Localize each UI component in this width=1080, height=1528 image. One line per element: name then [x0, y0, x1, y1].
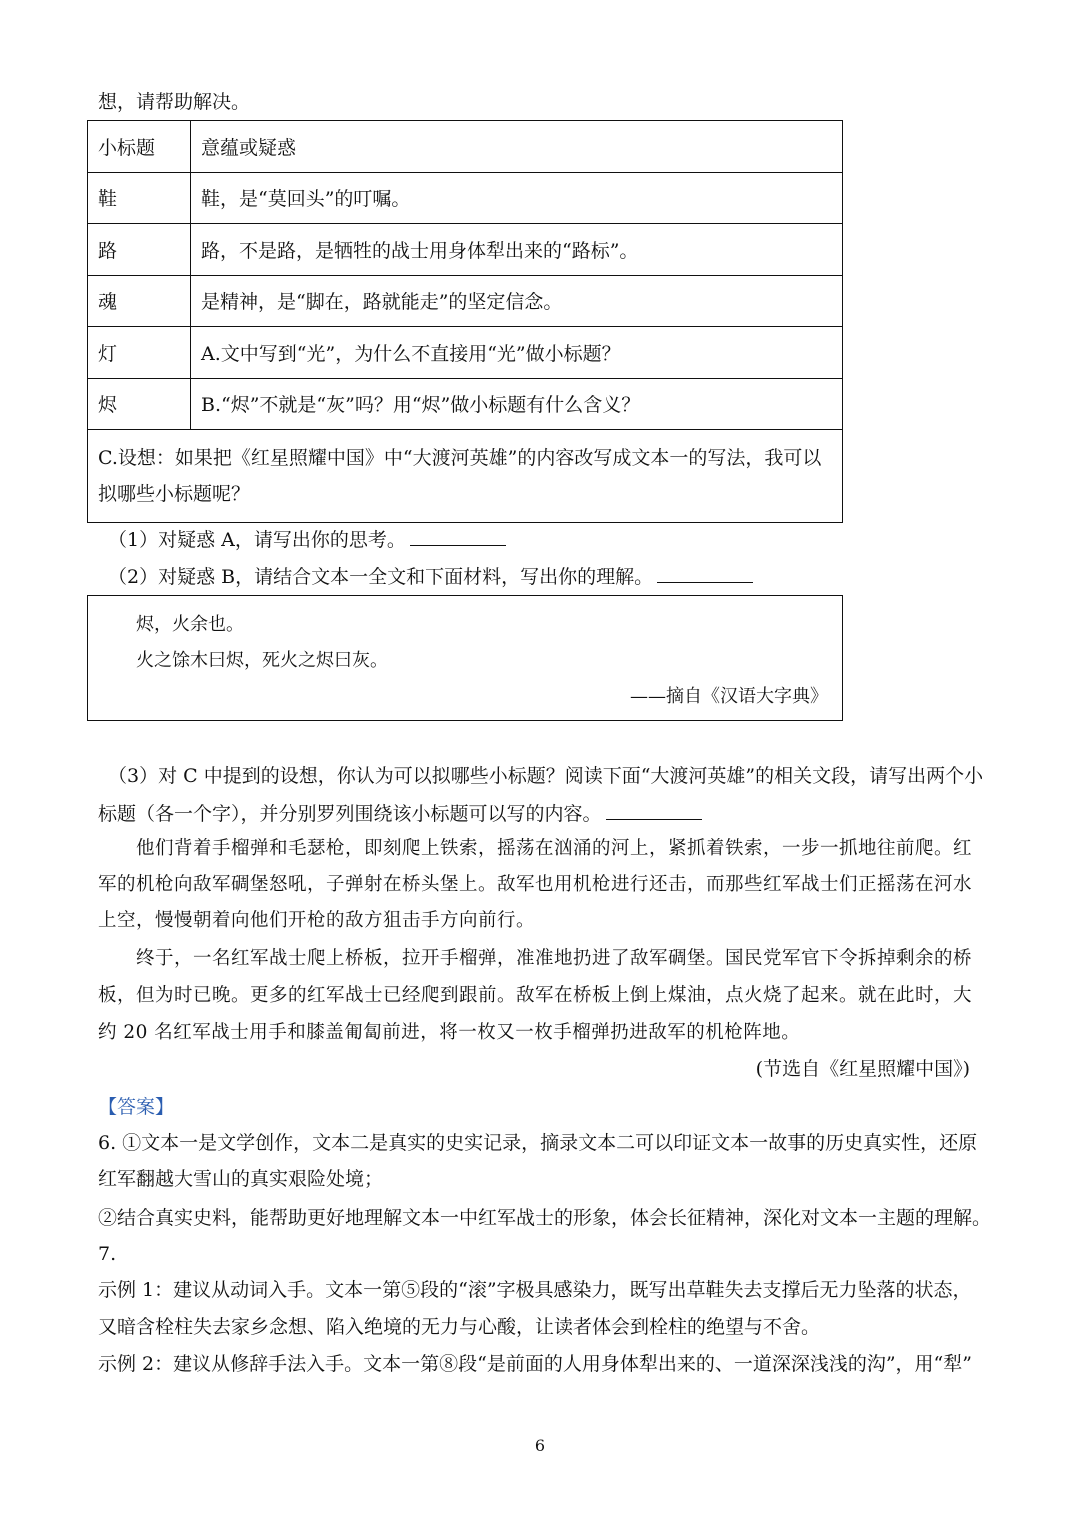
excerpt-line: 终于，一名红军战士爬上桥板，拉开手榴弹，准准地扔进了敌军碉堡。国民党军官下令拆掉剩余的桥 — [136, 948, 973, 969]
answer-line: 红军翻越大雪山的真实艰险处境； — [98, 1168, 384, 1190]
table-merged-cell — [88, 430, 843, 523]
table-header-cell: 意蕴或疑惑 — [191, 121, 843, 173]
table-cell-title: 烬 — [88, 378, 191, 430]
table-cell-title: 魂 — [88, 275, 191, 327]
answer-blank-1[interactable] — [410, 527, 506, 546]
question-2 — [108, 564, 753, 589]
table-cell-content: B.“烬”不就是“灰”吗？用“烬”做小标题有什么含义？ — [191, 378, 843, 430]
question-2-text: （2）对疑惑 B，请结合文本一全文和下面材料，写出你的理解。 — [108, 566, 654, 588]
question-1 — [108, 527, 506, 552]
question-3-line-2 — [98, 801, 702, 826]
question-3-text: 标题（各一个字），并分别罗列围绕该小标题可以写的内容。 — [98, 803, 602, 825]
intro-line: 想，请帮助解决。 — [98, 91, 251, 113]
answer-line: 7. — [98, 1243, 117, 1265]
answer-line: ②结合真实史料，能帮助更好地理解文本一中红军战士的形象，体会长征精神，深化对文本一主题的理解。 — [98, 1207, 992, 1229]
table-cell-title: 路 — [88, 224, 191, 276]
page-number: 6 — [534, 1436, 546, 1455]
table-cell-title: 灯 — [88, 327, 191, 379]
table-cell-content: A.文中写到“光”，为什么不直接用“光”做小标题？ — [191, 327, 843, 379]
table-row — [88, 172, 843, 224]
table-header-row — [88, 121, 843, 173]
excerpt-source: (节选自《红星照耀中国》) — [755, 1058, 970, 1080]
merged-line-2: 拟哪些小标题呢？ — [98, 483, 251, 505]
table-merged-row — [88, 430, 843, 523]
table-row — [88, 378, 843, 430]
question-3-line-1: （3）对 C 中提到的设想，你认为可以拟哪些小标题？阅读下面“大渡河英雄”的相关文段，请写出两个小 — [108, 765, 984, 787]
excerpt-line: 军的机枪向敌军碉堡怒吼，子弹射在桥头堡上。敌军也用机枪进行还击，而那些红军战士们正摇荡在河水 — [98, 874, 973, 895]
table-row — [88, 275, 843, 327]
table-row — [88, 224, 843, 276]
answer-line: 又暗含栓柱失去家乡念想、陷入绝境的无力与心酸，让读者体会到栓柱的绝望与不舍。 — [98, 1316, 821, 1338]
material-source: ——摘自《汉语大字典》 — [630, 686, 828, 707]
excerpt-line: 板，但为时已晚。更多的红军战士已经爬到跟前。敌军在桥板上倒上煤油，点火烧了起来。就在此时，大 — [98, 985, 973, 1006]
table-row — [88, 327, 843, 379]
answer-line: 示例 1：建议从动词入手。文本一第⑤段的“滚”字极具感染力，既写出草鞋失去支撑后无力坠落的状态， — [98, 1279, 972, 1301]
answer-line: 6. ①文本一是文学创作，文本二是真实的史实记录，摘录文本二可以印证文本一故事的历史真实性，还原 — [98, 1132, 978, 1154]
table-cell-content: 鞋，是“莫回头”的叮嘱。 — [191, 172, 843, 224]
material-line-1: 烬，火余也。 — [136, 614, 244, 635]
excerpt-line: 他们背着手榴弹和毛瑟枪，即刻爬上铁索，摇荡在汹涌的河上，紧抓着铁索，一步一抓地往前爬。红 — [136, 838, 973, 859]
answer-blank-3[interactable] — [606, 801, 702, 820]
table-header-cell: 小标题 — [88, 121, 191, 173]
table-cell-content: 是精神，是“脚在，路就能走”的坚定信念。 — [191, 275, 843, 327]
material-line-2: 火之馀木曰烬，死火之烬曰灰。 — [136, 650, 388, 671]
table-cell-title: 鞋 — [88, 172, 191, 224]
excerpt-line: 上空，慢慢朝着向他们开枪的敌方狙击手方向前行。 — [98, 910, 536, 931]
material-box — [87, 595, 843, 721]
answer-line: 示例 2：建议从修辞手法入手。文本一第⑧段“是前面的人用身体犁出来的、一道深深浅浅的沟”，用“犁” — [98, 1353, 972, 1375]
table-cell-content: 路，不是路，是牺牲的战士用身体犁出来的“路标”。 — [191, 224, 843, 276]
question-1-text: （1）对疑惑 A，请写出你的思考。 — [108, 529, 406, 551]
subtitle-table — [87, 120, 843, 523]
answer-tag: 【答案】 — [98, 1096, 175, 1118]
merged-line-1: C.设想：如果把《红星照耀中国》中“大渡河英雄”的内容改写成文本一的写法，我可以 — [98, 447, 822, 469]
excerpt-line: 约 20 名红军战士用手和膝盖匍匐前进，将一枚又一枚手榴弹扔进敌军的机枪阵地。 — [98, 1022, 801, 1043]
answer-blank-2[interactable] — [657, 564, 753, 583]
